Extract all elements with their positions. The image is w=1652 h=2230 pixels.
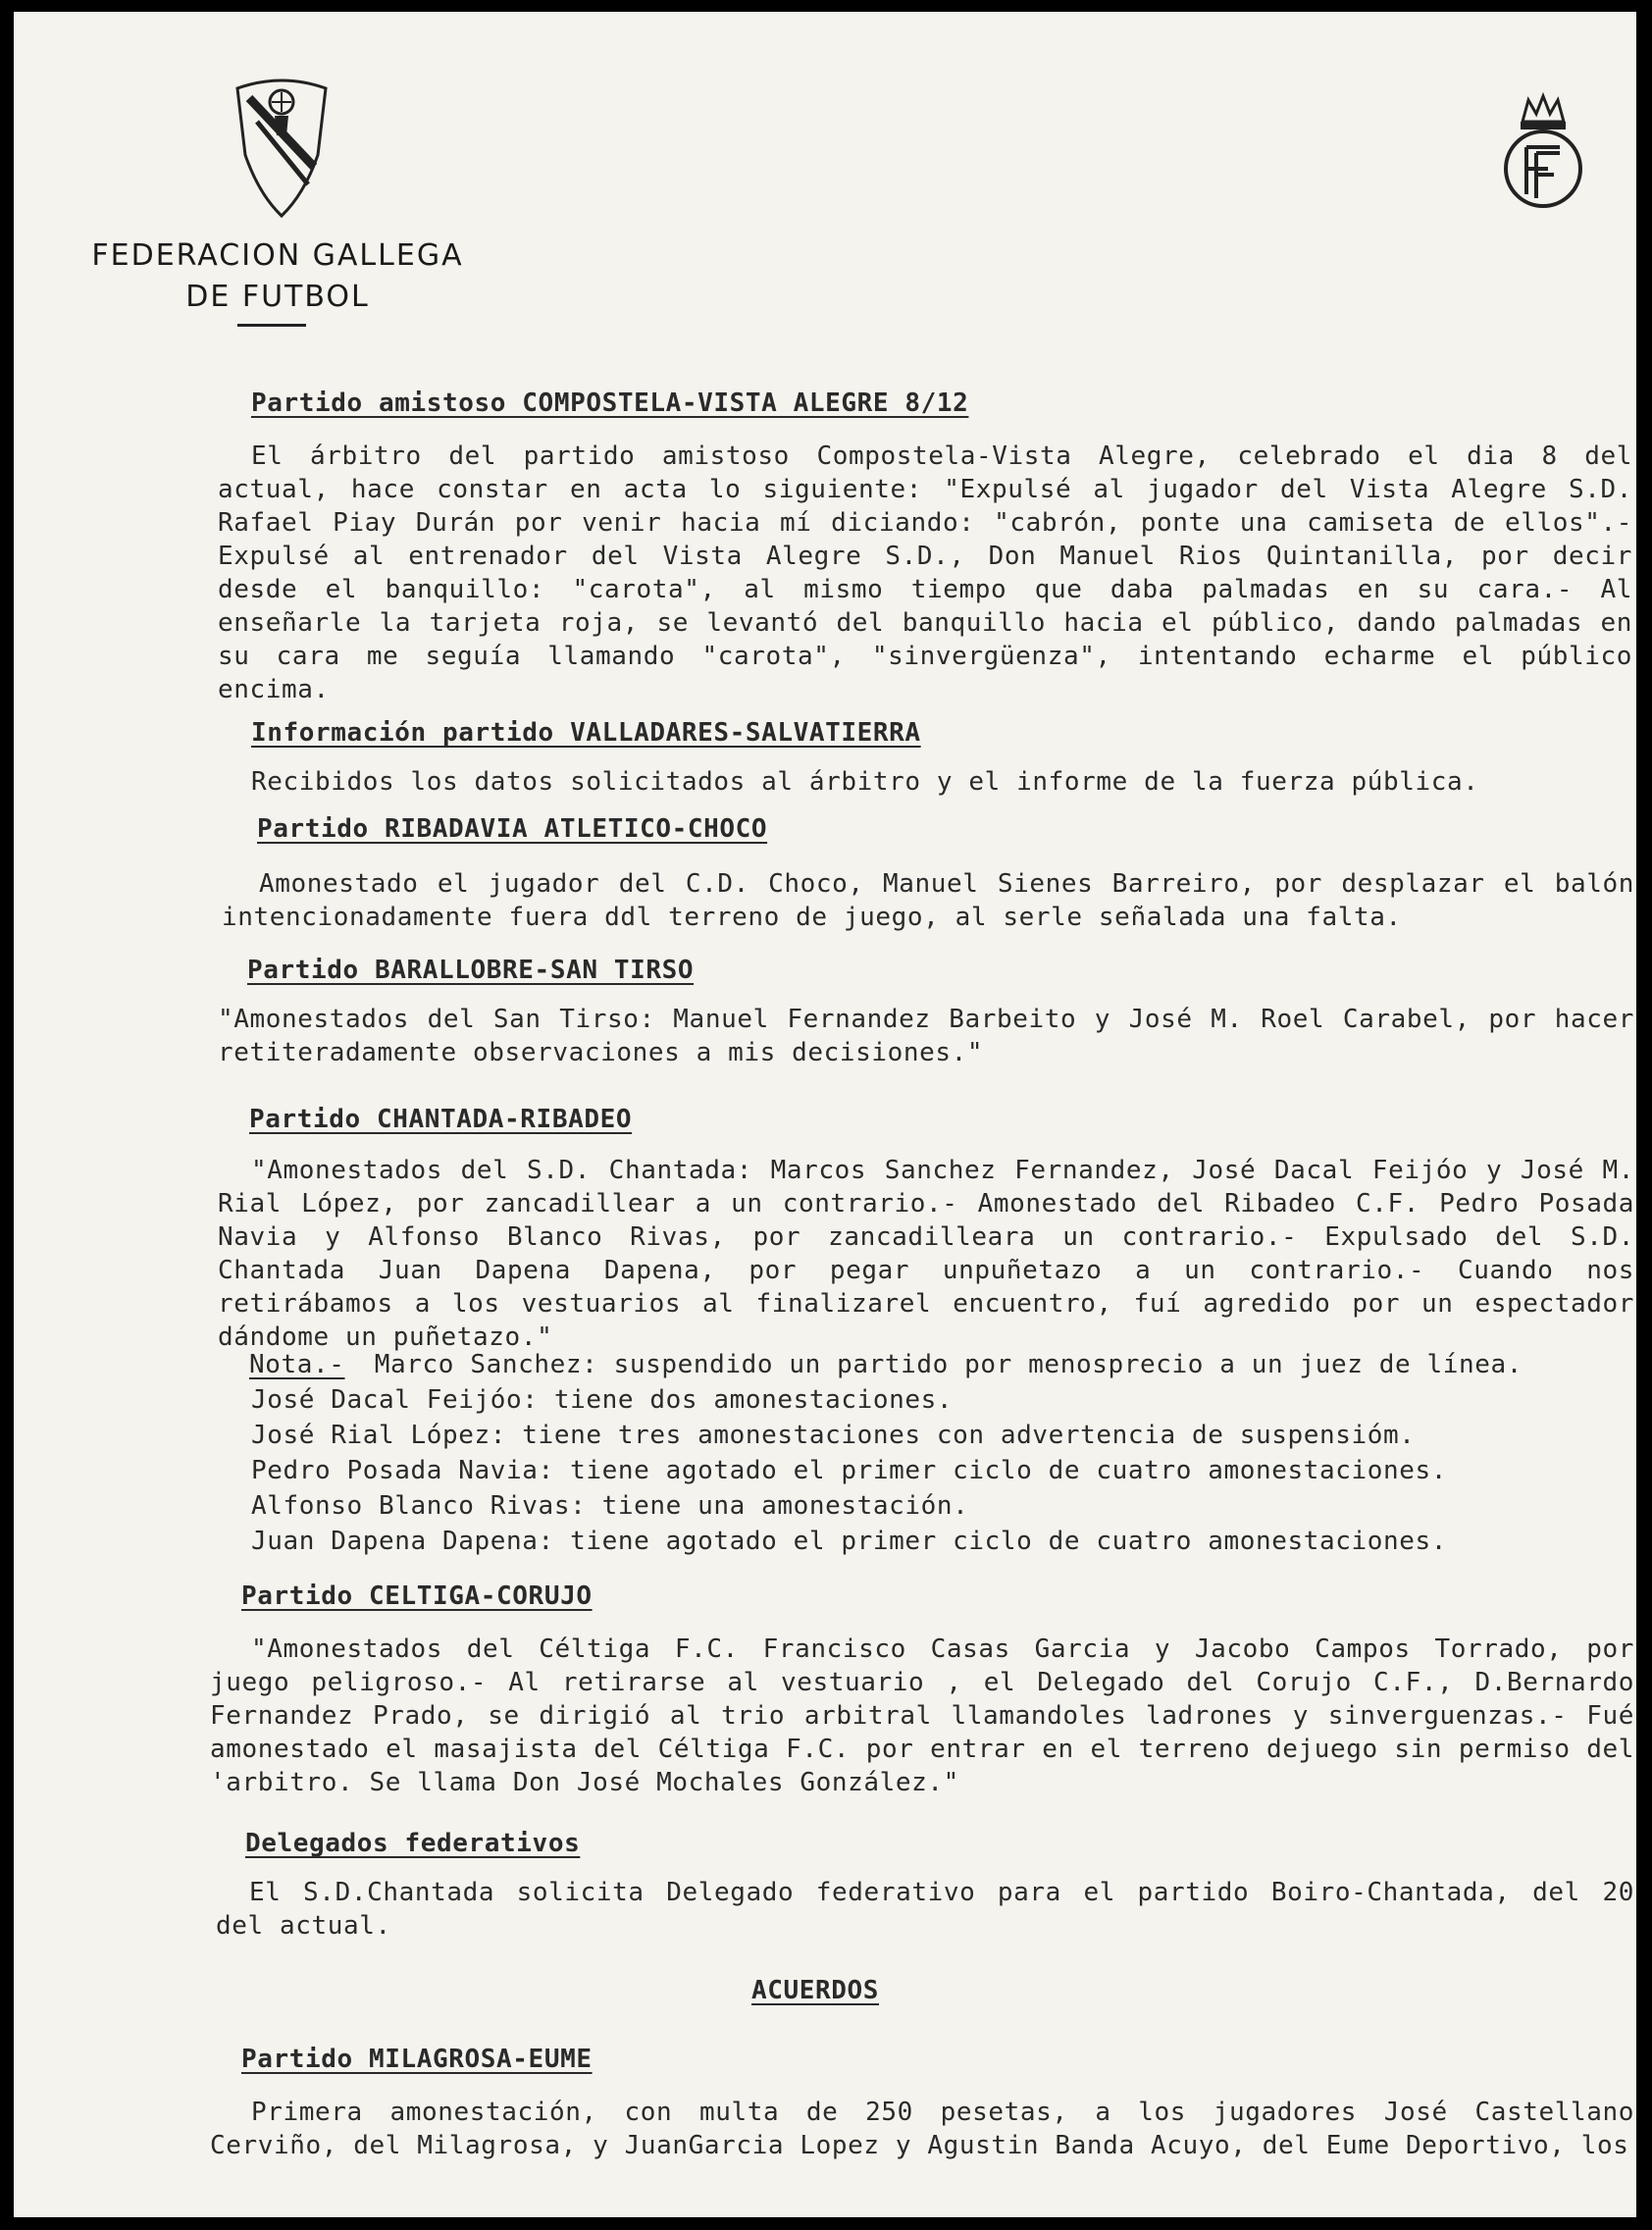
section-heading: Delegados federativos xyxy=(245,1829,581,1858)
note-line: Marco Sanchez: suspendido un partido por menosprecio a un juez de línea. xyxy=(374,1350,1523,1379)
note-line: Pedro Posada Navia: tiene agotado el primer ciclo de cuatro amonestaciones. xyxy=(251,1456,1447,1485)
note-line: Alfonso Blanco Rivas: tiene una amonestación. xyxy=(251,1491,969,1521)
section-heading: Información partido VALLADARES-SALVATIERRA xyxy=(251,718,921,748)
section-body: Recibidos los datos solicitados al árbitro y el informe de la fuerza pública. xyxy=(251,767,1479,797)
section-body: Primera amonestación, con multa de 250 pesetas, a los jugadores José Castellano Cerviño, del Milagrosa, y JuanGarcia Lopez y Agustin Banda Acuyo, del Eume Deportivo, los xyxy=(210,2098,1634,2160)
section-body: "Amonestados del Céltiga F.C. Francisco Casas Garcia y Jacobo Campos Torrado, por juego peligroso.- Al retirarse al vestuario , el Delegado del Corujo C.F., D.Bernardo Fernandez Prado, se dirigió al trio arbitral llamandoles ladrones y sinverguenzas.- Fué amonestado el masajista del Céltiga F.C. por entrar en el terreno dejuego sin permiso del 'arbitro. Se llama Don José Mochales González." xyxy=(210,1634,1634,1797)
section-body: "Amonestados del San Tirso: Manuel Fernandez Barbeito y José M. Roel Carabel, por hacer retiteradamente observaciones a mis decisiones." xyxy=(218,1005,1634,1067)
section-body: Amonestado el jugador del C.D. Choco, Manuel Sienes Barreiro, por desplazar el balón intencionadamente fuera ddl terreno de juego, al serle señalada una falta. xyxy=(222,869,1634,932)
document-page xyxy=(14,12,1636,2217)
note-line: José Rial López: tiene tres amonestaciones con advertencia de suspensióm. xyxy=(251,1421,1416,1450)
section-body: "Amonestados del S.D. Chantada: Marcos Sanchez Fernandez, José Dacal Feijóo y José M. Rial López, por zancadillear a un contrario.- Amonestado del Ribadeo C.F. Pedro Posada Navia y Alfonso Blanco Rivas, por zancadilleara un contrario.- Expulsado del S.D. Chantada Juan Dapena Dapena, por pegar unpuñetazo a un contrario.- Cuando nos retirábamos a los vestuarios al finalizarel encuentro, fuí agredido por un espectador dándome un puñetazo." xyxy=(218,1156,1634,1352)
note-label: Nota.- xyxy=(249,1350,345,1379)
section-heading: Partido amistoso COMPOSTELA-VISTA ALEGRE 8/12 xyxy=(251,389,969,418)
section-heading: ACUERDOS xyxy=(751,1976,880,2005)
section-heading: Partido BARALLOBRE-SAN TIRSO xyxy=(247,956,695,985)
section-heading: Partido MILAGROSA-EUME xyxy=(241,2045,593,2074)
section-heading: Partido RIBADAVIA ATLETICO-CHOCO xyxy=(257,814,768,844)
federation-name-line1: FEDERACION GALLEGA xyxy=(91,238,464,273)
section-heading: Partido CHANTADA-RIBADEO xyxy=(249,1105,633,1134)
note-line: Juan Dapena Dapena: tiene agotado el primer ciclo de cuatro amonestaciones. xyxy=(251,1527,1447,1556)
federation-name-line2: DE FUTBOL xyxy=(185,280,370,314)
note-block xyxy=(249,1350,1523,1379)
section-body: El árbitro del partido amistoso Compostela-Vista Alegre, celebrado el dia 8 del actual, hace constar en acta lo siguiente: "Expulsé al jugador del Vista Alegre S.D. Rafael Piay Durán por venir hacia mí diciando: "cabrón, ponte una camiseta de ellos".- Expulsé al entrenador del Vista Alegre S.D., Don Manuel Rios Quintanilla, por decir desde el banquillo: "carota", al mismo tiempo que daba palmadas en su cara.- Al enseñarle la tarjeta roja, se levantó del banquillo hacia el público, dando palmadas en su cara me seguía llamando "carota", "sinvergüenza", intentando echarme el público encima. xyxy=(218,441,1632,704)
section-body: El S.D.Chantada solicita Delegado federativo para el partido Boiro-Chantada, del 20 del actual. xyxy=(216,1878,1634,1941)
note-line: José Dacal Feijóo: tiene dos amonestaciones. xyxy=(251,1385,954,1415)
section-heading: Partido CELTIGA-CORUJO xyxy=(241,1582,593,1611)
document-body xyxy=(14,12,1636,2217)
